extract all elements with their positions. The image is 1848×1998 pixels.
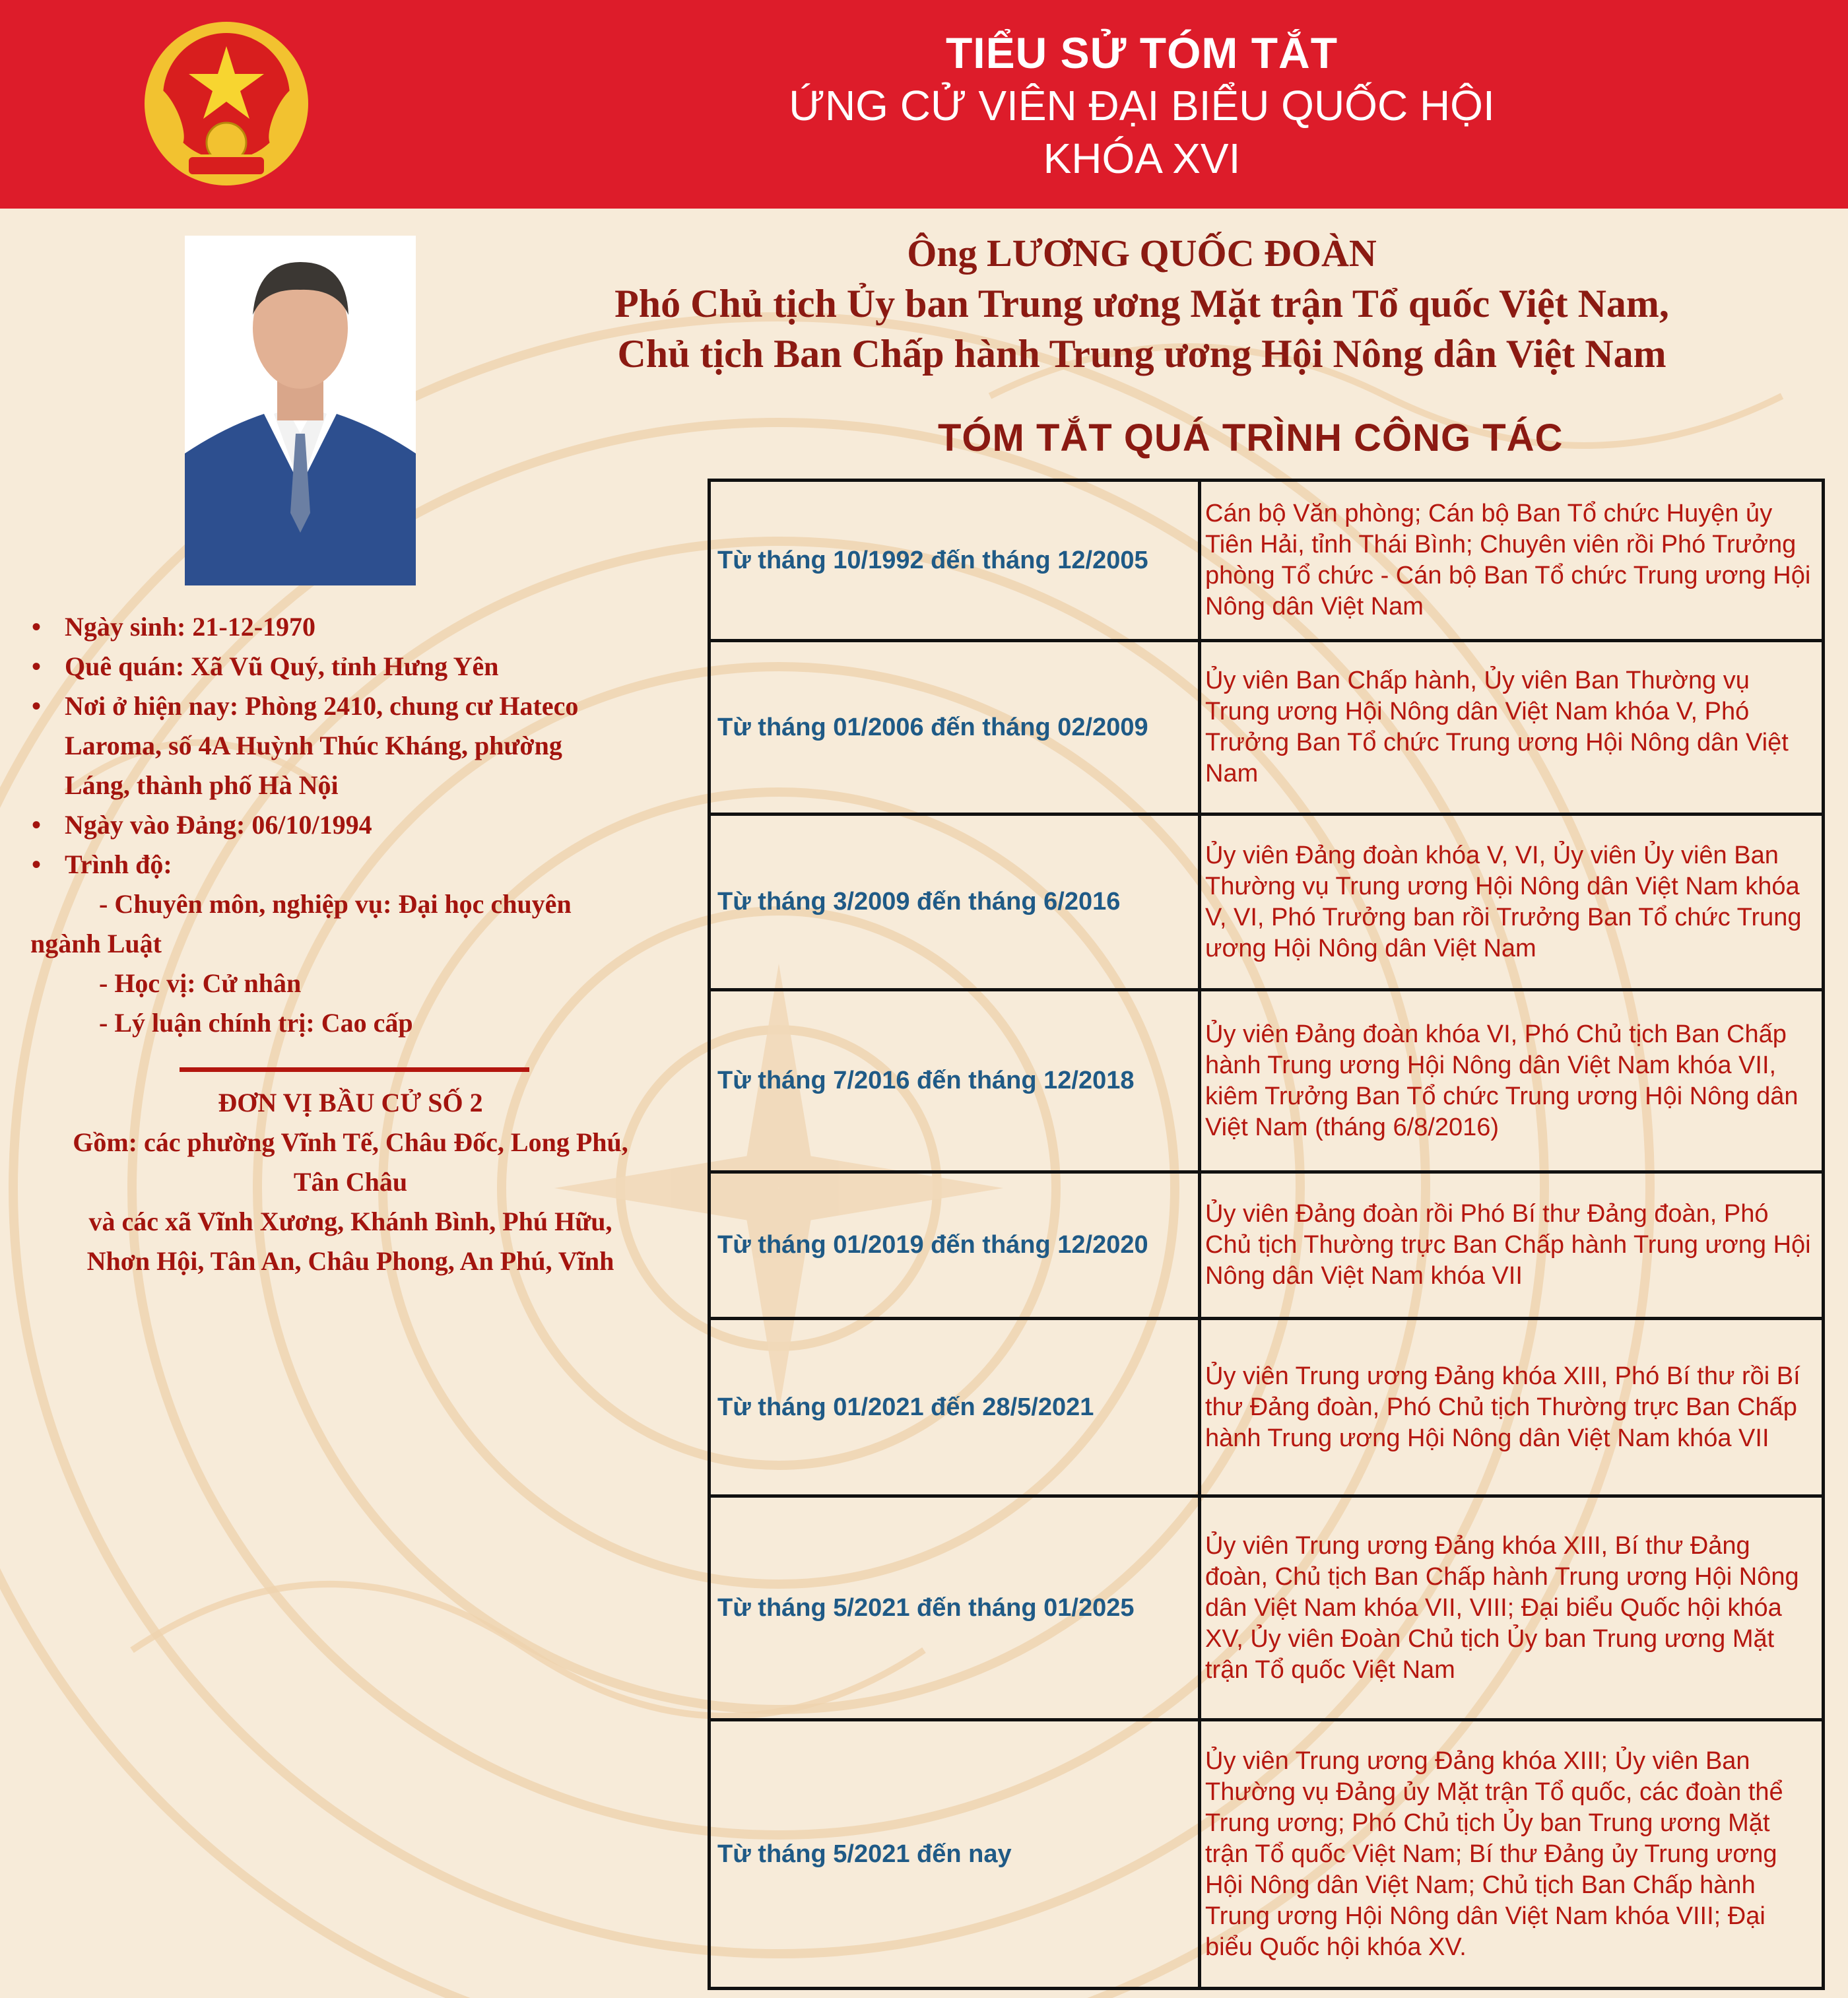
info-politics: - Lý luận chính trị: Cao cấp — [99, 1008, 413, 1038]
timeline-description: Cán bộ Văn phòng; Cán bộ Ban Tổ chức Huyện ủy Tiên Hải, tỉnh Thái Bình; Chuyên viên rồi Phó Trưởng phòng Tổ chức - Cán bộ Ban Tổ chức Trung ương Hội Nông dân Việt Nam — [1200, 481, 1824, 641]
header-term: KHÓA XVI — [1043, 135, 1241, 182]
career-summary-title: TÓM TẮT QUÁ TRÌNH CÔNG TÁC — [938, 416, 1564, 459]
timeline-row — [710, 1720, 1824, 1989]
electoral-unit-line-3: và các xã Vĩnh Xương, Khánh Bình, Phú Hữu, — [88, 1207, 612, 1236]
info-degree: - Học vị: Cử nhân — [99, 968, 302, 998]
candidate-position-2: Chủ tịch Ban Chấp hành Trung ương Hội Nông dân Việt Nam — [617, 332, 1666, 376]
electoral-unit — [30, 1083, 671, 1281]
timeline-row — [710, 990, 1824, 1172]
header-banner — [0, 0, 1848, 209]
info-residence-cont-1 — [30, 726, 671, 766]
bullet-icon: • — [32, 651, 42, 681]
candidate-portrait — [185, 236, 416, 585]
birth-date: Ngày sinh: 21-12-1970 — [65, 612, 316, 642]
timeline-row — [710, 1319, 1824, 1496]
info-party — [30, 805, 671, 845]
bullet-icon: • — [32, 810, 42, 840]
timeline-period: Từ tháng 5/2021 đến tháng 01/2025 — [710, 1496, 1200, 1720]
timeline-description: Ủy viên Ban Chấp hành, Ủy viên Ban Thường vụ Trung ương Hội Nông dân Việt Nam khóa V, Phó Trưởng Ban Tổ chức Trung ương Hội Nông dân Việt Nam — [1200, 641, 1824, 815]
education-label: Trình độ: — [65, 849, 172, 879]
info-hometown — [30, 647, 671, 686]
electoral-unit-line-2: Tân Châu — [293, 1167, 408, 1197]
timeline-description: Ủy viên Đảng đoàn khóa V, VI, Ủy viên Ủy viên Ban Thường vụ Trung ương Hội Nông dân Việt Nam khóa V, VI, Phó Trưởng ban rồi Trưởng Ban Tổ chức Trung ương Hội Nông dân Việt Nam — [1200, 815, 1824, 990]
candidate-position-1: Phó Chủ tịch Ủy ban Trung ương Mặt trận Tổ quốc Việt Nam, — [614, 282, 1669, 325]
timeline-description: Ủy viên Trung ương Đảng khóa XIII, Bí thư Đảng đoàn, Chủ tịch Ban Chấp hành Trung ương Hội Nông dân Việt Nam khóa VII, VIII; Đại biểu Quốc hội khóa XV, Ủy viên Đoàn Chủ tịch Ủy ban Trung ương Mặt trận Tổ quốc Việt Nam — [1200, 1496, 1824, 1720]
hometown: Quê quán: Xã Vũ Quý, tỉnh Hưng Yên — [65, 651, 499, 681]
bullet-icon: • — [32, 691, 42, 721]
header-subtitle: ỨNG CỬ VIÊN ĐẠI BIỂU QUỐC HỘI — [789, 82, 1495, 129]
info-major-cont: ngành Luật — [30, 929, 162, 958]
bullet-icon: • — [32, 612, 42, 642]
bullet-icon: • — [32, 849, 42, 879]
party-join-date: Ngày vào Đảng: 06/10/1994 — [65, 810, 372, 840]
residence-line-1: Nơi ở hiện nay: Phòng 2410, chung cư Hateco — [65, 691, 579, 721]
electoral-unit-title: ĐƠN VỊ BẦU CỬ SỐ 2 — [218, 1088, 483, 1117]
timeline-period: Từ tháng 01/2021 đến 28/5/2021 — [710, 1319, 1200, 1496]
timeline-period: Từ tháng 01/2019 đến tháng 12/2020 — [710, 1172, 1200, 1319]
candidate-name: Ông LƯƠNG QUỐC ĐOÀN — [907, 232, 1377, 275]
info-education — [30, 845, 671, 884]
candidate-name-block — [502, 228, 1782, 379]
timeline-row — [710, 641, 1824, 815]
timeline-row — [710, 481, 1824, 641]
header-title: TIỂU SỬ TÓM TẮT — [945, 28, 1338, 77]
timeline-description: Ủy viên Đảng đoàn rồi Phó Bí thư Đảng đoàn, Phó Chủ tịch Thường trực Ban Chấp hành Trung ương Hội Nông dân Việt Nam khóa VII — [1200, 1172, 1824, 1319]
personal-info — [30, 607, 671, 1043]
residence-line-2: Laroma, số 4A Huỳnh Thúc Kháng, phường — [65, 731, 562, 760]
timeline-description: Ủy viên Trung ương Đảng khóa XIII; Ủy viên Ban Thường vụ Đảng ủy Mặt trận Tổ quốc, các đoàn thể Trung ương; Phó Chủ tịch Ủy ban Trung ương Mặt trận Tổ quốc Việt Nam; Bí thư Đảng ủy Trung ương Hội Nông dân Việt Nam; Chủ tịch Ban Chấp hành Trung ương Hội Nông dân Việt Nam khóa VIII; Đại biểu Quốc hội khóa XV. — [1200, 1720, 1824, 1989]
timeline-period: Từ tháng 7/2016 đến tháng 12/2018 — [710, 990, 1200, 1172]
electoral-unit-line-1: Gồm: các phường Vĩnh Tế, Châu Đốc, Long Phú, — [73, 1127, 628, 1157]
timeline-period: Từ tháng 3/2009 đến tháng 6/2016 — [710, 815, 1200, 990]
residence-line-3: Láng, thành phố Hà Nội — [65, 770, 339, 800]
electoral-unit-line-4: Nhơn Hội, Tân An, Châu Phong, An Phú, Vĩnh — [86, 1246, 614, 1276]
timeline-period: Từ tháng 01/2006 đến tháng 02/2009 — [710, 641, 1200, 815]
national-emblem-icon — [140, 17, 313, 190]
timeline-period: Từ tháng 5/2021 đến nay — [710, 1720, 1200, 1989]
timeline-description: Ủy viên Đảng đoàn khóa VI, Phó Chủ tịch Ban Chấp hành Trung ương Hội Nông dân Việt Nam khóa VII, kiêm Trưởng Ban Tổ chức Trung ương Hội Nông dân Việt Nam (tháng 6/8/2016) — [1200, 990, 1824, 1172]
section-divider — [180, 1067, 529, 1072]
info-residence-cont-2 — [30, 766, 671, 805]
timeline-description: Ủy viên Trung ương Đảng khóa XIII, Phó Bí thư rồi Bí thư Đảng đoàn, Phó Chủ tịch Thường trực Ban Chấp hành Trung ương Hội Nông dân Việt Nam khóa VII — [1200, 1319, 1824, 1496]
timeline-row — [710, 1496, 1824, 1720]
timeline-row — [710, 815, 1824, 990]
timeline-row — [710, 1172, 1824, 1319]
timeline-period: Từ tháng 10/1992 đến tháng 12/2005 — [710, 481, 1200, 641]
career-timeline-table — [708, 479, 1825, 1990]
info-major: - Chuyên môn, nghiệp vụ: Đại học chuyên — [99, 889, 572, 919]
info-birth — [30, 607, 671, 647]
info-residence — [30, 686, 671, 726]
